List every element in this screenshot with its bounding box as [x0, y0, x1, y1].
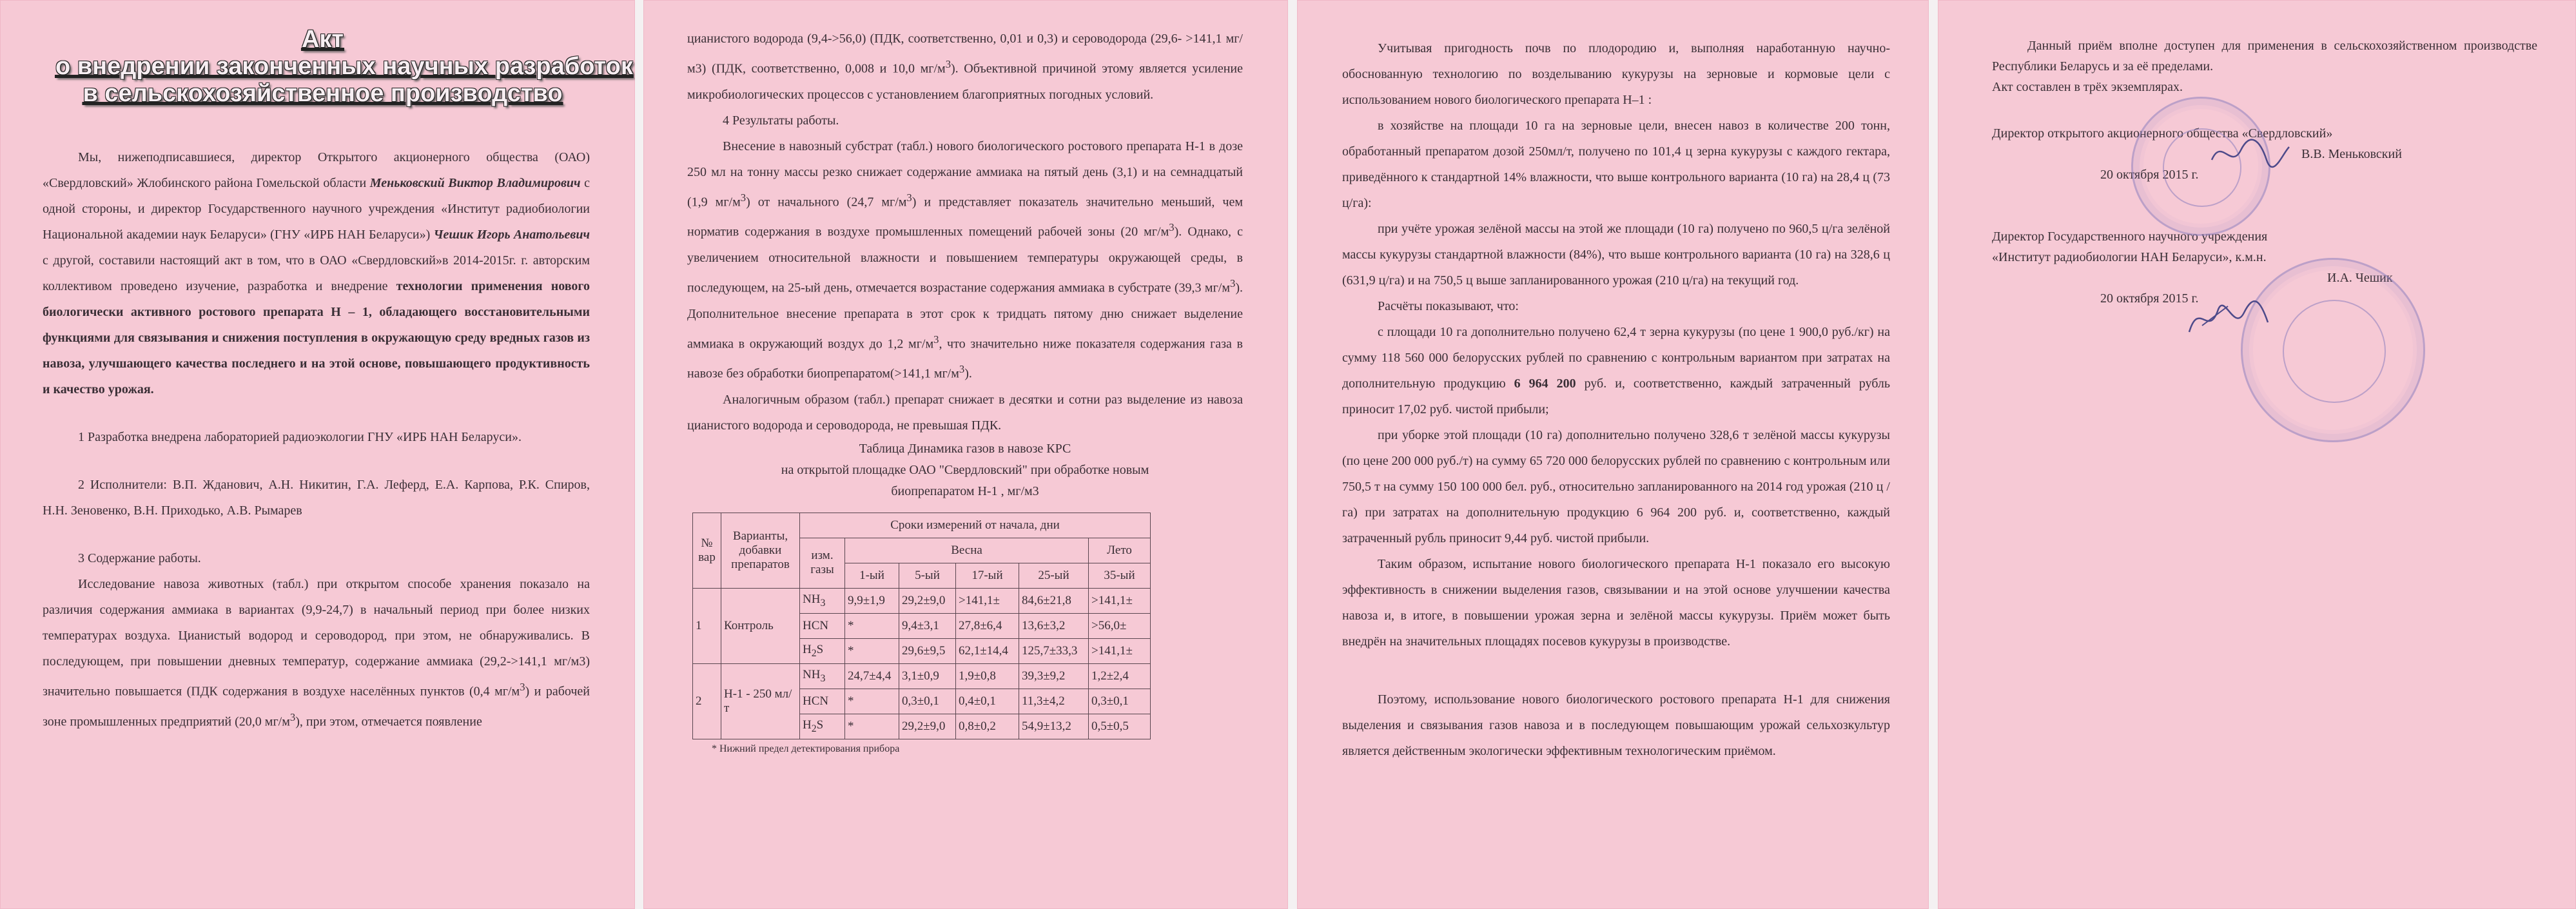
title-line-3: в сельскохозяйственное производство [83, 80, 563, 107]
value-cell: * [845, 613, 899, 638]
signatory-2-title-2: «Институт радиобиологии НАН Беларуси», к.м.н. [1992, 250, 2267, 264]
item-3-heading: 3 Содержание работы. [78, 551, 201, 565]
paragraph: при учёте урожая зелёной массы на этой же площади (10 га) получено по 960,5 ц/га зелёной массы кукурузы стандартной влажности (84%), что выше контрольного варианта (10 га) на 328,6 ц (631,9 ц/га) и на 750,5 ц выше запланированного урожая (210 ц/га) на текущий год. [1342, 222, 1890, 288]
variant-name: Контроль [721, 588, 800, 663]
document-page-1 [0, 0, 635, 909]
title-line-1: Акт [301, 26, 344, 53]
signatory-2-date: 20 октября 2015 г. [2100, 291, 2199, 306]
variant-number: 2 [693, 663, 721, 739]
act-title [55, 26, 633, 107]
header-variant-number: № вар [693, 513, 721, 588]
gas-cell: HCN [800, 613, 845, 638]
results-paragraph: Внесение в навозный субстрат (табл.) нового биологического ростового препарата Н-1 в дозе 250 мл на тонну массы резко снижает содержание аммиака на пятый день (3,1) и на семнадцатый (1,9 $мг/м^3$) от начального (24,7 $мг/м^3$) и представляет показатель значительно меньший, чем норматив содержания в воздухе промышленных помещений рабочей зоны (20 $мг/м^3$). Однако, с увеличением относительной влажности и повышением температуры окружающей среды, в последующем, на 25-ый день, отмечается возрастание содержания аммиака в субстрате (39,3 $мг/м^3$). Дополнительное внесение препарата в этот срок к тридцать пятому дню снижает выделение аммиака в окружающий воздух до 1,2 $мг/м^3$, что значительно ниже показателя содержания газа в навозе без обработки биопрепаратом(>141,1 $мг/м^3$). [687, 139, 1243, 381]
value-cell: 3,1±0,9 [899, 663, 956, 689]
gas-cell: $NH_3$ [800, 588, 845, 613]
table-row [693, 588, 1151, 613]
header-summer: Лето [1089, 538, 1151, 563]
header-day: 25-ый [1019, 563, 1089, 588]
value-cell: 29,6±9,5 [899, 638, 956, 663]
header-gases: изм. газы [800, 538, 845, 588]
value-cell: 1,9±0,8 [956, 663, 1019, 689]
paragraph: Поэтому, использование нового биологического ростового препарата Н-1 для снижения выделения и связывания газов навоза и в последующем повышающим урожай сельхозкультур является действенным экологически эффективным технологическим приёмом. [1342, 692, 1890, 758]
value-cell: 62,1±14,4 [956, 638, 1019, 663]
signatory-1-title: Директор открытого акционерного общества «Свердловский» [1992, 126, 2333, 141]
value-cell: >141,1± [1089, 638, 1151, 663]
value-cell: 125,7±33,3 [1019, 638, 1089, 663]
value-cell: 29,2±9,0 [899, 714, 956, 739]
header-day: 17-ый [956, 563, 1019, 588]
signature-2 [2183, 287, 2273, 345]
value-cell: * [845, 714, 899, 739]
table-row [693, 663, 1151, 689]
title-line-2: о внедрении законченных научных разработок [55, 53, 633, 80]
value-cell: 0,3±0,1 [1089, 689, 1151, 714]
signature-1 [2209, 134, 2292, 173]
signatory-1-name: В.В. Меньковский [2301, 147, 2402, 161]
signatory-2-name: И.А. Чешик [2327, 271, 2393, 285]
header-day: 35-ый [1089, 563, 1151, 588]
header-day: 1-ый [845, 563, 899, 588]
value-cell: 84,6±21,8 [1019, 588, 1089, 613]
value-cell: 27,8±6,4 [956, 613, 1019, 638]
paragraph: Учитывая пригодность почв по плодородию и, выполняя наработанную научно-обоснованную технологию по возделыванию кукурузы на зерновые и кормовые цели с использованием нового биологического препарата Н–1 : [1342, 41, 1890, 107]
gas-cell: $H_2S$ [800, 638, 845, 663]
paragraph: при уборке этой площади (10 га) дополнительно получено 328,6 т зелёной массы кукурузы (по цене 200 000 руб./т) на сумму 65 720 000 белорусских рублей по сравнению с контрольным или 750,5 т на сумму 150 100 000 бел. руб., относительно запланированного на 2014 год урожая (210 ц /га) при затратах на дополнительную продукцию 6 964 200 руб. и, соответственно, каждый затраченный рубль приносит 9,44 руб. чистой прибыли. [1342, 428, 1890, 545]
value-cell: 54,9±13,2 [1019, 714, 1089, 739]
value-cell: 39,3±9,2 [1019, 663, 1089, 689]
item-3-text: Исследование навоза животных (табл.) при открытом способе хранения показало на различия содержания аммиака в вариантах (9,9-24,7) в начальный период при более низких температурах воздуха. Цианистый водород и сероводород, при этом, не обнаруживались. В последующем, при повышении дневных температур, содержание аммиака (29,2->141,1 мг/м3) значительно повышается (ПДК содержания в воздухе населённых пунктов (0,4 $мг/м^3$) и рабочей зоне промышленных предприятий (20,0 $мг/м^3$), при этом, отмечается появление [43, 577, 590, 729]
gas-cell: HCN [800, 689, 845, 714]
paragraph: Данный приём вполне доступен для применения в сельскохозяйственном производстве Республики Беларусь и за её пределами. [1992, 39, 2537, 73]
value-cell: 24,7±4,4 [845, 663, 899, 689]
document-page-3 [1297, 0, 1929, 909]
value-cell: >56,0± [1089, 613, 1151, 638]
paragraph: Таким образом, испытание нового биологического препарата Н-1 показало его высокую эффективность в снижении выделения газов, связывании и на этой основе улучшении качества навоза и, в итоге, в повышении урожая зерна и зелёной массы кукурузы. Приём может быть внедрён на значительных площадях посевов кукурузы в производстве. [1342, 557, 1890, 649]
value-cell: >141,1± [1089, 588, 1151, 613]
signatory-2-title: Директор Государственного научного учреждения [1992, 230, 2268, 244]
value-cell: 9,4±3,1 [899, 613, 956, 638]
document-page-2 [643, 0, 1288, 909]
continuation-paragraph: цианистого водорода (9,4->56,0) (ПДК, соответственно, 0,01 и 0,3) и сероводорода (29,6- >141,1 мг/м3) (ПДК, соответственно, 0,008 и 10,0 $мг/м^3$). Объективной причиной этому является усиление микробиологических процессов с установлением благоприятных погодных условий. [687, 32, 1243, 102]
paragraph: Акт составлен в трёх экземплярах. [1992, 80, 2183, 94]
value-cell: 0,3±0,1 [899, 689, 956, 714]
item-1: 1 Разработка внедрена лабораторией радиоэкологии ГНУ «ИРБ НАН Беларуси». [78, 430, 522, 444]
header-day: 5-ый [899, 563, 956, 588]
value-cell: 0,8±0,2 [956, 714, 1019, 739]
analog-paragraph: Аналогичным образом (табл.) препарат снижает в десятки и сотни раз выделение из навоза цианистого водорода и сероводорода, не превышая ПДК. [687, 392, 1243, 433]
value-cell: * [845, 689, 899, 714]
intro-paragraph: Мы, нижеподписавшиеся, директор Открытого акционерного общества (ОАО) «Свердловский» Жлобинского района Гомельской области Меньковский Виктор Владимирович с одной стороны, и директор Государственного научного учреждения «Институт радиобиологии Национальной академии наук Беларуси» (ГНУ «ИРБ НАН Беларуси») Чешик Игорь Анатольевич с другой, составили настоящий акт в том, что в ОАО «Свердловский»в 2014-2015г. г. авторским коллективом проведено изучение, разработка и внедрение технологии применения нового биологически активного ростового препарата Н – 1, обладающего восстановительными функциями для связывания и снижения поступления в окружающую среду вредных газов из навоза, улучшающего качества последнего и на этой основе, повышающего продуктивность и качество урожая. [43, 150, 590, 396]
header-terms: Сроки измерений от начала, дни [800, 513, 1151, 538]
value-cell: >141,1± [956, 588, 1019, 613]
seal-stamp-2 [2241, 258, 2425, 442]
gas-dynamics-table [692, 513, 1151, 739]
variant-number: 1 [693, 588, 721, 663]
table-footnote: * Нижний предел детектирования прибора [712, 743, 900, 754]
value-cell: 0,5±0,5 [1089, 714, 1151, 739]
value-cell: 13,6±3,2 [1019, 613, 1089, 638]
value-cell: 11,3±4,2 [1019, 689, 1089, 714]
header-spring: Весна [845, 538, 1089, 563]
gas-cell: $NH_3$ [800, 663, 845, 689]
table-caption: Таблица Динамика газов в навозе КРС на открытой площадке ОАО "Свердловский" при обработке новым биопрепаратом Н-1 , мг/м3 [781, 441, 1149, 498]
results-heading: 4 Результаты работы. [723, 113, 839, 128]
value-cell: 9,9±1,9 [845, 588, 899, 613]
gas-cell: $H_2S$ [800, 714, 845, 739]
paragraph: с площади 10 га дополнительно получено 62,4 т зерна кукурузы (по цене 1 900,0 руб./кг) на сумму 118 560 000 белорусских рублей по сравнению с контрольным вариантом при затратах на дополнительную продукцию 6 964 200 руб. и, соответственно, каждый затраченный рубль приносит 17,02 руб. чистой прибыли; [1342, 325, 1891, 416]
variant-name: Н-1 - 250 мл/т [721, 663, 800, 739]
value-cell: * [845, 638, 899, 663]
value-cell: 29,2±9,0 [899, 588, 956, 613]
value-cell: 1,2±2,4 [1089, 663, 1151, 689]
header-variant: Варианты, добавки препаратов [721, 513, 800, 588]
value-cell: 0,4±0,1 [956, 689, 1019, 714]
signatory-1-date: 20 октября 2015 г. [2100, 168, 2199, 182]
paragraph: Расчёты показывают, что: [1378, 299, 1519, 313]
document-page-4 [1938, 0, 2576, 909]
item-2: 2 Исполнители: В.П. Жданович, А.Н. Никитин, Г.А. Леферд, Е.А. Карпова, Р.К. Спиров, Н.Н. Зеновенко, В.Н. Приходько, А.В. Рымарев [43, 478, 590, 518]
paragraph: в хозяйстве на площади 10 га на зерновые цели, внесен навоз в количестве 200 тонн, обработанный препаратом дозой 250мл/т, получено по 101,4 ц зерна кукурузы с каждого гектара, приведённого к стандартной 14% влажности, что выше контрольного варианта (10 га) на 28,4 ц (73 ц/га): [1342, 119, 1890, 210]
